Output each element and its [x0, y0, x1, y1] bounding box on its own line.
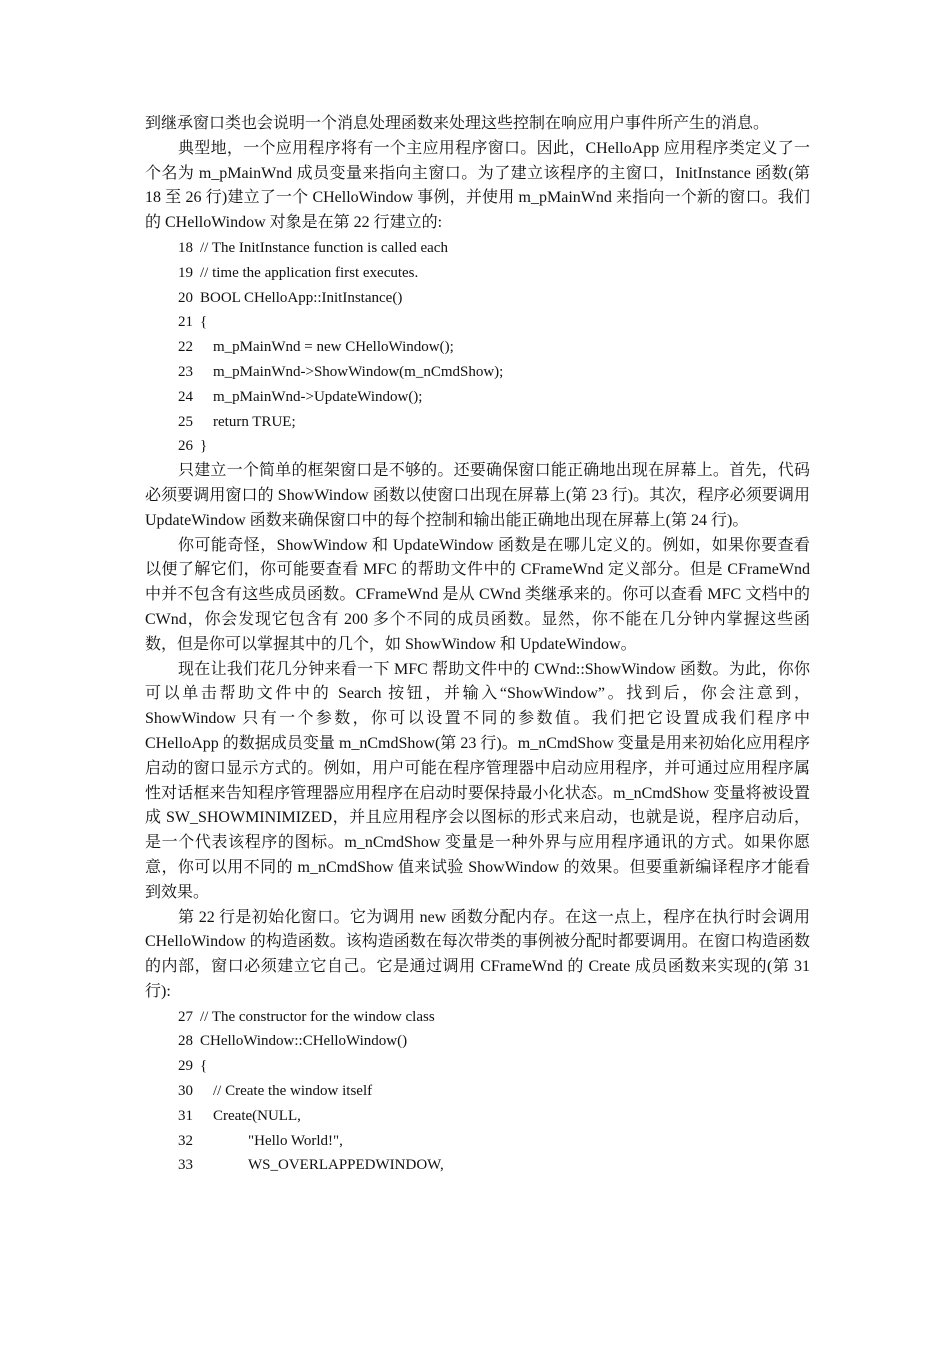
code-line: 29 { — [178, 1058, 208, 1075]
code-line: 18 // The InitInstance function is called each — [178, 239, 448, 256]
code-listing-1 — [145, 236, 810, 459]
paragraph-2: 典型地，一个应用程序将有一个主应用程序窗口。因此，CHelloApp 应用程序类定义了一个名为 m_pMainWnd 成员变量来指向主窗口。为了建立该程序的主窗口，InitInstance 函数(第 18 至 26 行)建立了一个 CHelloWindow 事例，并使用 m_pMainWnd 来指向一个新的窗口。我们的 CHelloWindow 对象是在第 22 行建立的: — [145, 139, 810, 232]
code-line: 23 m_pMainWnd->ShowWindow(m_nCmdShow); — [178, 363, 504, 380]
code-line: 32 "Hello World!", — [178, 1132, 343, 1149]
code-line: 22 m_pMainWnd = new CHelloWindow(); — [178, 339, 454, 356]
paragraph-4: 你可能奇怪，ShowWindow 和 UpdateWindow 函数是在哪儿定义的。例如，如果你要查看以便了解它们，你可能要查看 MFC 的帮助文件中的 CFrameWnd 定义部分。但是 CFrameWnd 中并不包含有这些成员函数。CFrameWnd 是从 CWnd 类继承来的。你可以查看 MFC 文档中的 CWnd，你会发现它包含有 200 多个不同的成员函数。显然，你不能在几分钟内掌握这些函数，但是你可以掌握其中的几个，如 ShowWindow 和 UpdateWindow。 — [145, 536, 810, 653]
document-page — [145, 112, 810, 1178]
paragraph-6: 第 22 行是初始化窗口。它为调用 new 函数分配内存。在这一点上，程序在执行时会调用 CHelloWindow 的构造函数。该构造函数在每次带类的事例被分配时都要调用。在窗口构造函数的内部，窗口必须建立它自己。它是通过调用 CFrameWnd 的 Create 成员函数来实现的(第 31 行): — [145, 908, 810, 1000]
paragraph-5: 现在让我们花几分钟来看一下 MFC 帮助文件中的 CWnd::ShowWindow 函数。为此，你你可以单击帮助文件中的 Search 按钮，并输入“ShowWindow”。找到后，你会注意到，ShowWindow 只有一个参数，你可以设置不同的参数值。我们把它设置成我们程序中 CHelloApp 的数据成员变量 m_nCmdShow(第 23 行)。m_nCmdShow 变量是用来初始化应用程序启动的窗口显示方式的。例如，用户可能在程序管理器中启动应用程序，并可通过应用程序属性对话框来告知程序管理器应用程序在启动时要保持最小化状态。m_nCmdShow 变量将被设置成 SW_SHOWMINIMIZED，并且应用程序会以图标的形式来启动，也就是说，程序启动后，是一个代表该程序的图标。m_nCmdShow 变量是一种外界与应用程序通讯的方式。如果你愿意，你可以用不同的 m_nCmdShow 值来试验 ShowWindow 的效果。但要重新编译程序才能看到效果。 — [145, 660, 810, 901]
code-line: 25 return TRUE; — [178, 413, 296, 430]
code-line: 31 Create(NULL, — [178, 1107, 301, 1124]
code-line: 26 } — [178, 438, 208, 455]
code-line: 33 WS_OVERLAPPEDWINDOW, — [178, 1157, 444, 1174]
code-line: 21 { — [178, 314, 208, 331]
paragraph-3: 只建立一个简单的框架窗口是不够的。还要确保窗口能正确地出现在屏幕上。首先，代码必须要调用窗口的 ShowWindow 函数以使窗口出现在屏幕上(第 23 行)。其次，程序必须要调用 UpdateWindow 函数来确保窗口中的每个控制和输出能正确地出现在屏幕上(第 24 行)。 — [145, 462, 810, 529]
code-line: 30 // Create the window itself — [178, 1083, 373, 1100]
paragraph-1: 到继承窗口类也会说明一个消息处理函数来处理这些控制在响应用户事件所产生的消息。 — [145, 115, 770, 132]
code-listing-2 — [145, 1005, 810, 1179]
code-line: 24 m_pMainWnd->UpdateWindow(); — [178, 388, 423, 405]
code-line: 27 // The constructor for the window class — [178, 1008, 435, 1025]
code-line: 28 CHelloWindow::CHelloWindow() — [178, 1033, 408, 1050]
code-line: 19 // time the application first executes. — [178, 264, 419, 281]
code-line: 20 BOOL CHelloApp::InitInstance() — [178, 289, 403, 306]
